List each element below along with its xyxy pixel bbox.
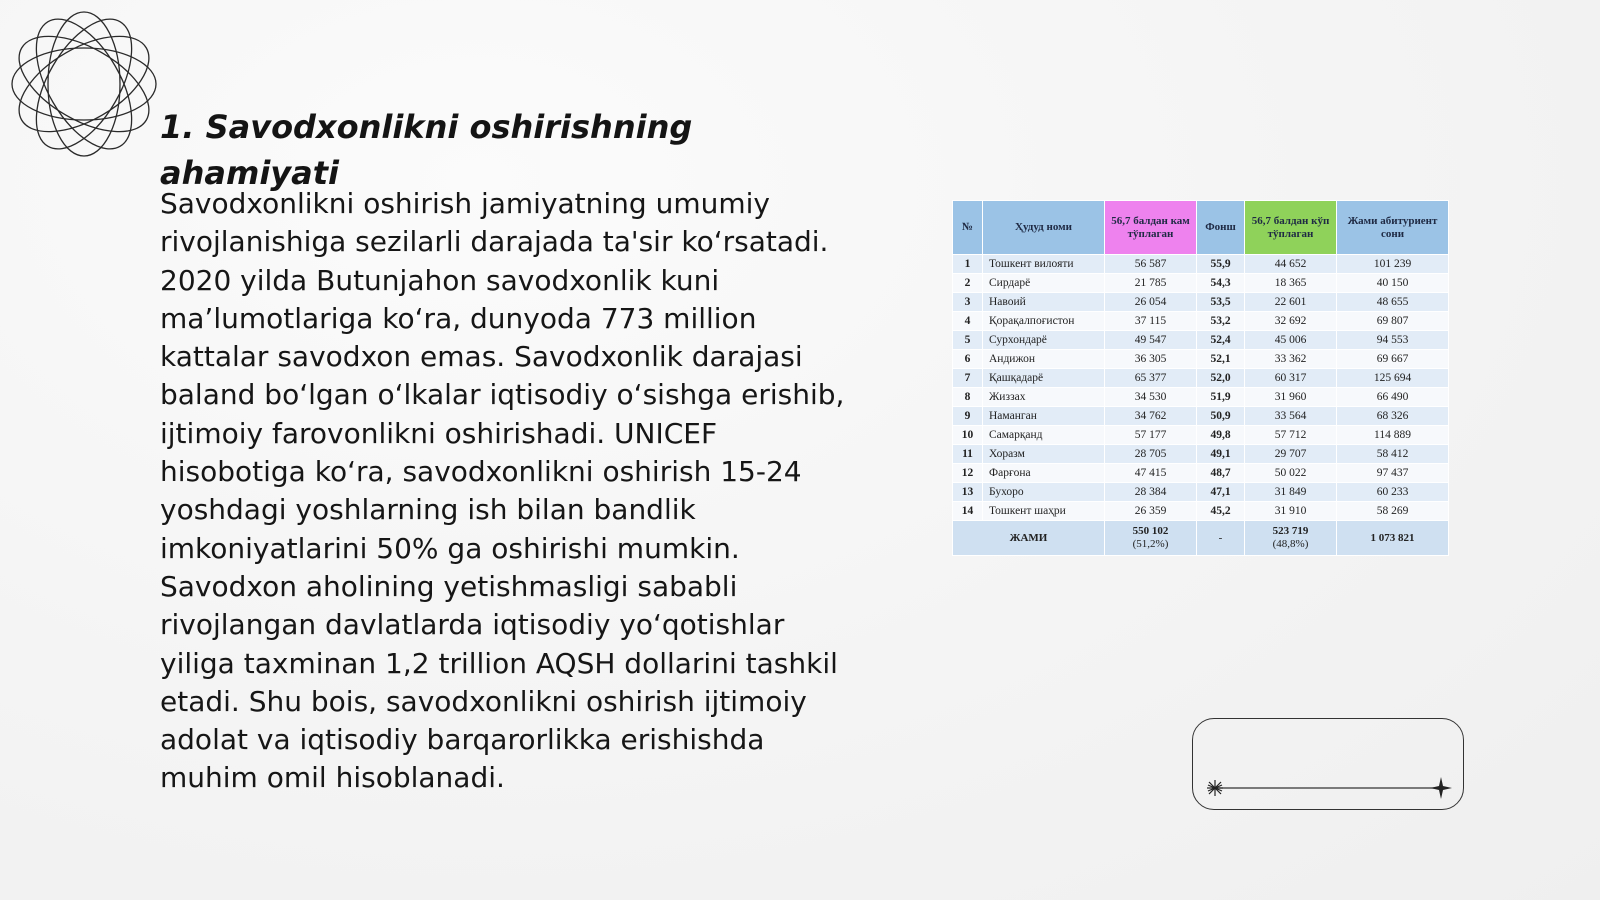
below-count-cell: 49 547 (1105, 331, 1197, 350)
average-score-cell: 50,9 (1197, 407, 1245, 426)
table-row (953, 426, 1449, 445)
header-below: 56,7 балдан кам тўплаган (1105, 201, 1197, 255)
row-number-cell: 9 (953, 407, 983, 426)
below-count-cell: 36 305 (1105, 350, 1197, 369)
region-name-cell: Андижон (983, 350, 1105, 369)
table-row (953, 369, 1449, 388)
region-name-cell: Сурхондарё (983, 331, 1105, 350)
region-name-cell: Қашқадарё (983, 369, 1105, 388)
header-avg: Фонш (1197, 201, 1245, 255)
callout-line-icon (1193, 719, 1465, 811)
region-name-cell: Навоий (983, 293, 1105, 312)
average-score-cell: 49,8 (1197, 426, 1245, 445)
region-name-cell: Бухоро (983, 483, 1105, 502)
region-name-cell: Тошкент шаҳри (983, 502, 1105, 521)
row-number-cell: 11 (953, 445, 983, 464)
average-score-cell: 47,1 (1197, 483, 1245, 502)
below-count-cell: 37 115 (1105, 312, 1197, 331)
row-number-cell: 10 (953, 426, 983, 445)
above-count-cell: 60 317 (1245, 369, 1337, 388)
below-count-cell: 28 705 (1105, 445, 1197, 464)
above-count-cell: 29 707 (1245, 445, 1337, 464)
total-count-cell: 60 233 (1337, 483, 1449, 502)
region-name-cell: Жиззах (983, 388, 1105, 407)
total-count-cell: 94 553 (1337, 331, 1449, 350)
total-above-value: 523 719 (1272, 525, 1309, 537)
region-name-cell: Сирдарё (983, 274, 1105, 293)
above-count-cell: 57 712 (1245, 426, 1337, 445)
table-body (953, 255, 1449, 521)
total-count-cell: 68 326 (1337, 407, 1449, 426)
total-count-cell: 48 655 (1337, 293, 1449, 312)
row-number-cell: 8 (953, 388, 983, 407)
region-name-cell: Самарқанд (983, 426, 1105, 445)
table-row (953, 483, 1449, 502)
total-count-cell: 58 269 (1337, 502, 1449, 521)
table-row (953, 312, 1449, 331)
above-count-cell: 18 365 (1245, 274, 1337, 293)
header-num: № (953, 201, 983, 255)
average-score-cell: 53,5 (1197, 293, 1245, 312)
below-count-cell: 34 762 (1105, 407, 1197, 426)
above-count-cell: 31 849 (1245, 483, 1337, 502)
above-count-cell: 31 960 (1245, 388, 1337, 407)
total-all: 1 073 821 (1337, 521, 1449, 556)
decorative-callout-box (1192, 718, 1464, 810)
total-below-pct: (51,2%) (1132, 538, 1169, 550)
region-name-cell: Наманган (983, 407, 1105, 426)
above-count-cell: 32 692 (1245, 312, 1337, 331)
average-score-cell: 52,0 (1197, 369, 1245, 388)
starburst-icon (1207, 780, 1223, 796)
slide-body-text: Savodxonlikni oshirish jamiyatning umumiy rivojlanishiga sezilarli darajada ta'sir ko‘rsatadi. 2020 yilda Butunjahon savodxonlik kuni ma’lumotlariga ko‘ra, dunyoda 773 million kattalar savodxon emas. Savodxonlik darajasi baland bo‘lgan o‘lkalar iqtisodiy o‘sishga erishib, ijtimoiy farovonlikni oshirishadi. UNICEF hisobotiga ko‘ra, savodxonlikni oshirish 15-24 yoshdagi yoshlarning ish bilan bandlik imkoniyatlarini 50% ga oshirishi mumkin. Savodxon aholining yetishmasligi sababli rivojlangan davlatlarda iqtisodiy yo‘qotishlar yiliga taxminan 1,2 trillion AQSH dollarini tashkil etadi. Shu bois, savodxonlikni oshirish ijtimoiy adolat va iqtisodiy barqarorlikka erishishda muhim omil hisoblanadi. (160, 187, 845, 795)
row-number-cell: 7 (953, 369, 983, 388)
total-count-cell: 66 490 (1337, 388, 1449, 407)
table-row (953, 388, 1449, 407)
table-row (953, 445, 1449, 464)
region-scores-table (952, 200, 1448, 556)
above-count-cell: 22 601 (1245, 293, 1337, 312)
total-above (1245, 521, 1337, 556)
total-count-cell: 69 667 (1337, 350, 1449, 369)
below-count-cell: 26 359 (1105, 502, 1197, 521)
average-score-cell: 48,7 (1197, 464, 1245, 483)
row-number-cell: 5 (953, 331, 983, 350)
below-count-cell: 57 177 (1105, 426, 1197, 445)
row-number-cell: 12 (953, 464, 983, 483)
below-count-cell: 28 384 (1105, 483, 1197, 502)
row-number-cell: 6 (953, 350, 983, 369)
above-count-cell: 44 652 (1245, 255, 1337, 274)
table-row (953, 407, 1449, 426)
total-below (1105, 521, 1197, 556)
total-count-cell: 69 807 (1337, 312, 1449, 331)
table-total-row (953, 521, 1449, 556)
table-row (953, 293, 1449, 312)
table-row (953, 502, 1449, 521)
total-count-cell: 101 239 (1337, 255, 1449, 274)
table-row (953, 255, 1449, 274)
total-count-cell: 58 412 (1337, 445, 1449, 464)
sparkle-icon (1430, 777, 1452, 799)
above-count-cell: 45 006 (1245, 331, 1337, 350)
row-number-cell: 4 (953, 312, 983, 331)
row-number-cell: 13 (953, 483, 983, 502)
average-score-cell: 45,2 (1197, 502, 1245, 521)
row-number-cell: 14 (953, 502, 983, 521)
above-count-cell: 33 564 (1245, 407, 1337, 426)
table-row (953, 464, 1449, 483)
average-score-cell: 52,1 (1197, 350, 1245, 369)
total-count-cell: 40 150 (1337, 274, 1449, 293)
average-score-cell: 55,9 (1197, 255, 1245, 274)
total-above-pct: (48,8%) (1272, 538, 1309, 550)
total-count-cell: 97 437 (1337, 464, 1449, 483)
total-count-cell: 125 694 (1337, 369, 1449, 388)
average-score-cell: 54,3 (1197, 274, 1245, 293)
header-total: Жами абитуриент сони (1337, 201, 1449, 255)
average-score-cell: 53,2 (1197, 312, 1245, 331)
below-count-cell: 47 415 (1105, 464, 1197, 483)
below-count-cell: 65 377 (1105, 369, 1197, 388)
above-count-cell: 50 022 (1245, 464, 1337, 483)
table-row (953, 274, 1449, 293)
total-below-value: 550 102 (1132, 525, 1169, 537)
below-count-cell: 21 785 (1105, 274, 1197, 293)
row-number-cell: 1 (953, 255, 983, 274)
total-avg: - (1197, 521, 1245, 556)
row-number-cell: 3 (953, 293, 983, 312)
header-above: 56,7 балдан кўп тўплаган (1245, 201, 1337, 255)
below-count-cell: 34 530 (1105, 388, 1197, 407)
row-number-cell: 2 (953, 274, 983, 293)
region-name-cell: Фарғона (983, 464, 1105, 483)
spirograph-ornament-icon (8, 8, 160, 160)
average-score-cell: 51,9 (1197, 388, 1245, 407)
region-name-cell: Тошкент вилояти (983, 255, 1105, 274)
above-count-cell: 31 910 (1245, 502, 1337, 521)
header-region: Ҳудуд номи (983, 201, 1105, 255)
region-name-cell: Қорақалпоғистон (983, 312, 1105, 331)
below-count-cell: 26 054 (1105, 293, 1197, 312)
slide-title: 1. Savodxonlikni oshirishning ahamiyati (160, 108, 693, 192)
below-count-cell: 56 587 (1105, 255, 1197, 274)
table-header-row (953, 201, 1449, 255)
average-score-cell: 52,4 (1197, 331, 1245, 350)
total-label: ЖАМИ (953, 521, 1105, 556)
table-row (953, 331, 1449, 350)
region-name-cell: Хоразм (983, 445, 1105, 464)
average-score-cell: 49,1 (1197, 445, 1245, 464)
table-row (953, 350, 1449, 369)
above-count-cell: 33 362 (1245, 350, 1337, 369)
total-count-cell: 114 889 (1337, 426, 1449, 445)
